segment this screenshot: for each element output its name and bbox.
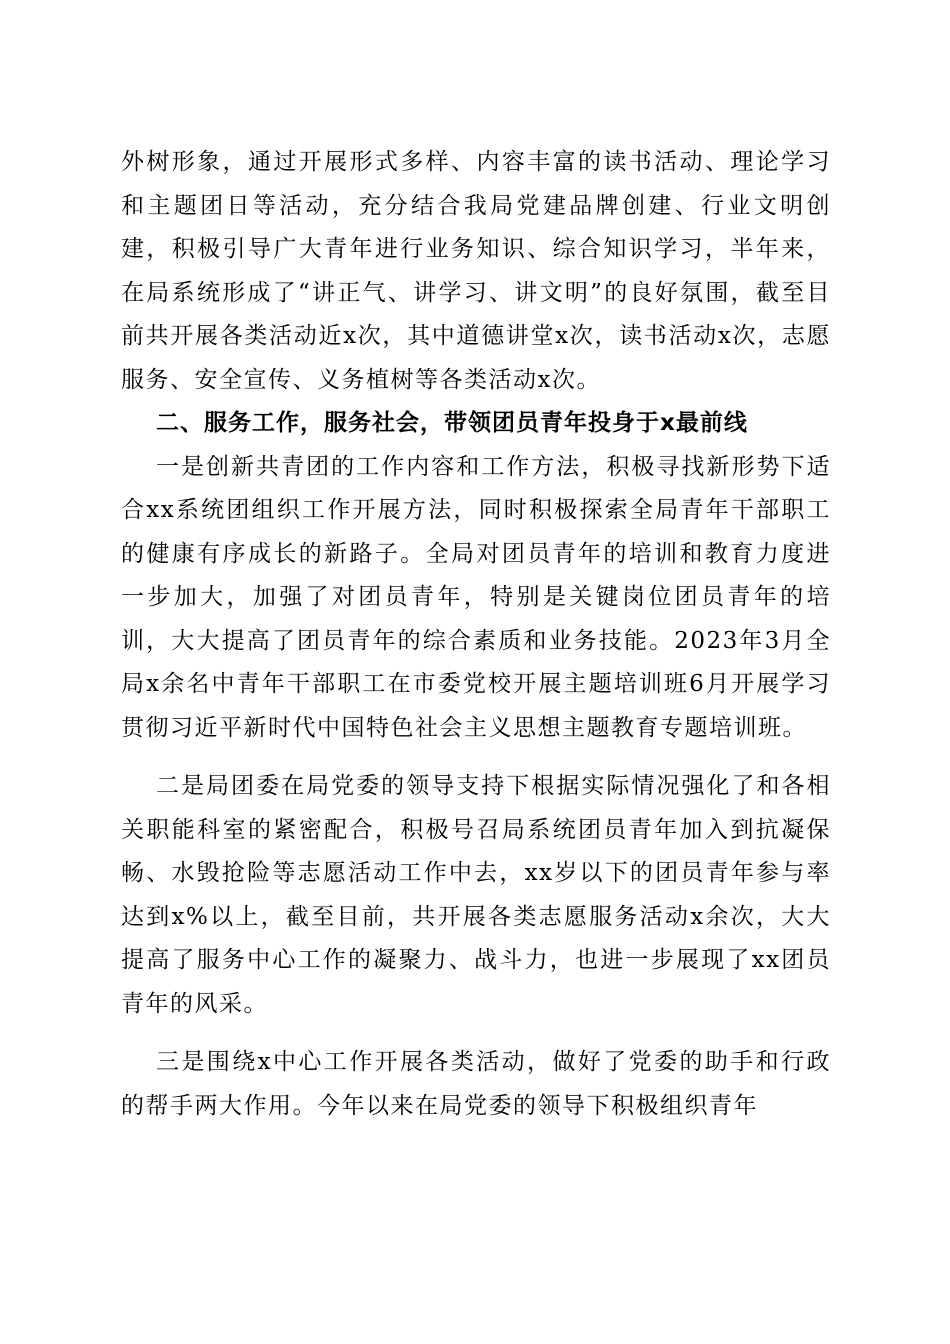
paragraph-3: 二是局团委在局党委的领导支持下根据实际情况强化了和各相关职能科室的紧密配合，积极号召局系统团员青年加入到抗凝保畅、水毁抢险等志愿活动工作中去，xx岁以下的团员青年参与率达到x%以上，截至目前，共开展各类志愿服务活动x余次，大大提高了服务中心工作的凝聚力、战斗力，也进一步展现了xx团员青年的风采。 <box>121 773 831 1017</box>
document-body <box>121 141 831 1128</box>
paragraph-1: 外树形象，通过开展形式多样、内容丰富的读书活动、理论学习和主题团日等活动，充分结合我局党建品牌创建、行业文明创建，积极引导广大青年进行业务知识、综合知识学习，半年来，在局系统形成了“讲正气、讲学习、讲文明”的良好氛围，截至目前共开展各类活动近x次，其中道德讲堂x次，读书活动x次，志愿服务、安全宣传、义务植树等各类活动x次。 <box>121 149 831 393</box>
paragraph-4: 三是围绕x中心工作开展各类活动，做好了党委的助手和行政的帮手两大作用。今年以来在局党委的领导下积极组织青年 <box>121 1049 831 1119</box>
section-heading-2: 二、服务工作，服务社会，带领团员青年投身于x最前线 <box>156 410 748 436</box>
paragraph-2: 一是创新共青团的工作内容和工作方法，积极寻找新形势下适合xx系统团组织工作开展方法，同时积极探索全局青年干部职工的健康有序成长的新路子。全局对团员青年的培训和教育力度进一步加大，加强了对团员青年，特别是关键岗位团员青年的培训，大大提高了团员青年的综合素质和业务技能。2023年3月全局x余名中青年干部职工在市委党校开展主题培训班6月开展学习贯彻习近平新时代中国特色社会主义思想主题教育专题培训班。 <box>121 453 831 741</box>
